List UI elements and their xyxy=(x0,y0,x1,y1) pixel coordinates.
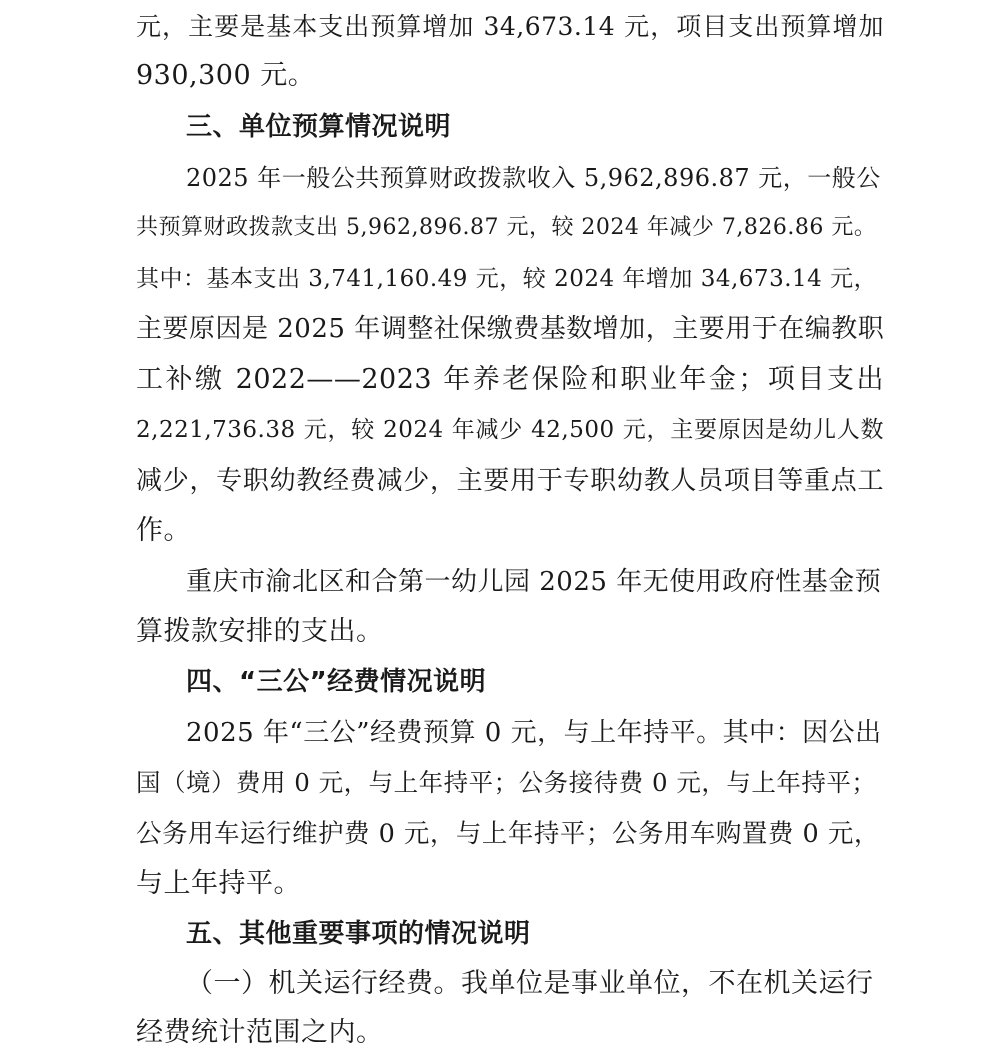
paragraph-line: 国（境）费用 0 元，与上年持平；公务接待费 0 元，与上年持平； xyxy=(136,768,877,797)
paragraph-line: 减少，专职幼教经费减少，主要用于专职幼教人员项目等重点工 xyxy=(136,466,884,496)
paragraph-line: 经费统计范围之内。 xyxy=(136,1017,384,1048)
paragraph-line: 公务用车运行维护费 0 元，与上年持平；公务用车购置费 0 元， xyxy=(136,819,880,849)
paragraph-line: 930,300 元。 xyxy=(136,60,316,91)
section-heading-4: 四、“三公”经费情况说明 xyxy=(186,667,487,697)
section-heading-5: 五、其他重要事项的情况说明 xyxy=(186,919,531,949)
paragraph-line: 元，主要是基本支出预算增加 34,673.14 元，项目支出预算增加 xyxy=(136,12,884,41)
paragraph-line: 2025 年一般公共预算财政拨款收入 5,962,896.87 元，一般公 xyxy=(186,164,881,192)
paragraph-line: 与上年持平。 xyxy=(136,868,301,899)
paragraph-line: 主要原因是 2025 年调整社保缴费基数增加，主要用于在编教职 xyxy=(136,314,885,344)
paragraph-line: 2,221,736.38 元，较 2024 年减少 42,500 元，主要原因是幼儿人数 xyxy=(136,417,884,443)
paragraph-line: 工补缴 2022——2023 年养老保险和职业年金；项目支出 xyxy=(136,364,884,395)
paragraph-line: 共预算财政拨款支出 5,962,896.87 元，较 2024 年减少 7,826.86 元。 xyxy=(136,215,877,240)
paragraph-line: 重庆市渝北区和合第一幼儿园 2025 年无使用政府性基金预 xyxy=(186,567,882,597)
paragraph-line: 2025 年“三公”经费预算 0 元，与上年持平。其中：因公出 xyxy=(186,718,882,748)
paragraph-line: （一）机关运行经费。我单位是事业单位，不在机关运行 xyxy=(186,968,874,999)
section-heading-3: 三、单位预算情况说明 xyxy=(186,112,452,142)
paragraph-line: 作。 xyxy=(136,515,191,546)
paragraph-line: 其中：基本支出 3,741,160.49 元，较 2024 年增加 34,673.14 元， xyxy=(136,266,878,292)
paragraph-line: 算拨款安排的支出。 xyxy=(136,616,384,647)
